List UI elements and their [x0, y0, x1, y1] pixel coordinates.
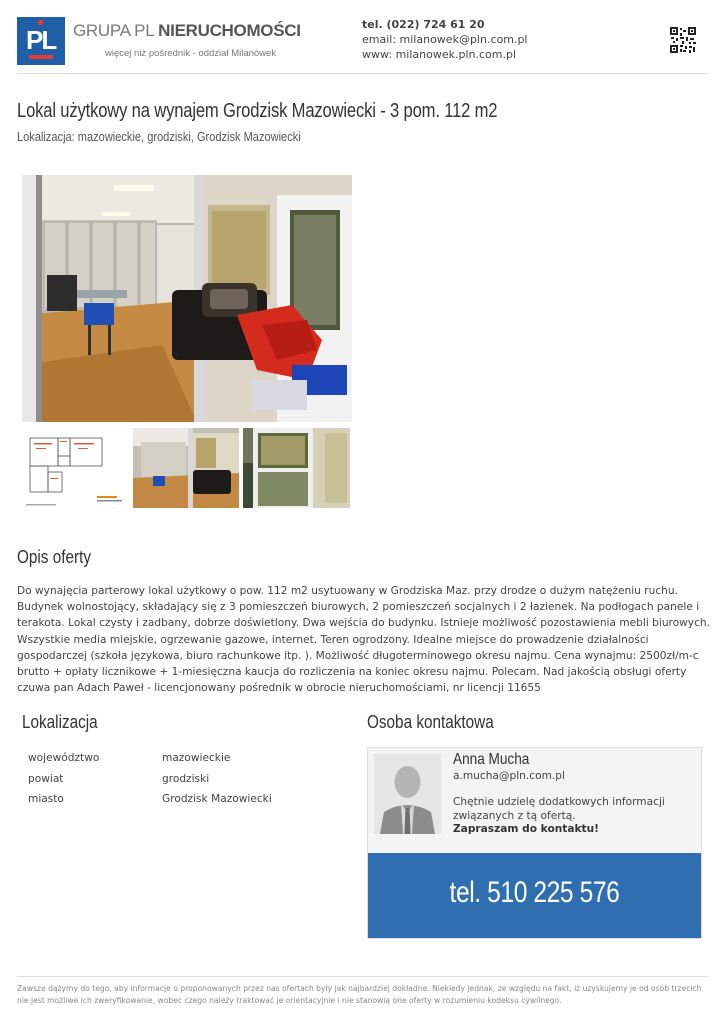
- contact-card: [367, 747, 702, 939]
- footer-divider: [17, 976, 708, 977]
- company-logo[interactable]: [17, 17, 65, 65]
- agent-phone[interactable]: tel. 510 225 576: [449, 876, 620, 909]
- agent-cta: Zapraszam do kontaktu!: [453, 823, 599, 835]
- agent-email[interactable]: a.mucha@pln.com.pl: [453, 770, 565, 782]
- localization-heading: Lokalizacja: [22, 712, 98, 732]
- listing-location: Lokalizacja: mazowieckie, grodziski, Grodzisk Mazowiecki: [17, 129, 301, 144]
- brand-prefix: GRUPA PL: [73, 21, 159, 40]
- brand-bold: NIERUCHOMOŚCI: [158, 21, 301, 40]
- office-www[interactable]: www: milanowek.pln.com.pl: [362, 48, 517, 61]
- localization-row: [28, 773, 328, 794]
- localization-key: miasto: [28, 793, 64, 805]
- qr-code-icon: [670, 27, 696, 53]
- logo-text: PL: [26, 25, 56, 55]
- brand-name: [73, 21, 301, 41]
- localization-value: grodziski: [162, 772, 210, 785]
- main-photo[interactable]: [22, 175, 352, 422]
- agent-message-text: Chętnie udzielę dodatkowych informacji związanych z tą ofertą.: [453, 796, 665, 822]
- footer-disclaimer: Zawsze dążymy do tego, aby informacje o proponowanych przez nas ofertach były jak najbardziej dokładne. Niekiedy jednak, ze względu na fakt, iż uzyskujemy je od osób trzecich nie jest możliwe ich zweryfikowanie, wobec czego należy traktować je orientacyjnie i nie stanowią one oferty w rozumieniu kodeksu cywilnego.: [17, 984, 702, 1005]
- brand-tagline: więcej niż pośrednik - oddział Milanówek: [105, 48, 277, 59]
- localization-row: [28, 752, 328, 773]
- office-thumbnail[interactable]: [133, 428, 239, 508]
- office-email[interactable]: email: milanowek@pln.com.pl: [362, 33, 528, 46]
- office-contact: [362, 17, 527, 62]
- agent-avatar: [374, 754, 441, 834]
- localization-table: [28, 752, 328, 814]
- header-divider: [17, 73, 708, 74]
- office-phone[interactable]: tel. (022) 724 61 20: [362, 18, 485, 31]
- agent-phone-box[interactable]: [368, 853, 701, 938]
- agent-name: Anna Mucha: [453, 751, 530, 768]
- contact-heading: Osoba kontaktowa: [367, 712, 494, 732]
- window-door-thumbnail[interactable]: [243, 428, 350, 508]
- floor-plan-thumbnail[interactable]: [22, 428, 130, 508]
- description-text: Do wynajęcia parterowy lokal użytkowy o pow. 112 m2 usytuowany w Grodziska Maz. przy drodze o dużym natężeniu ruchu. Budynek wolnostojący, składający się z 3 pomieszczeń biurowych, 2 pomieszczeń socjalnych i 2 łazienek. Na podłogach panele i terakota. Lokal czysty i zadbany, dobrze doświetlony. Dwa wejścia do budynku. Istnieje możliwość pozostawienia mebli biurowych. Wszystkie media miejskie, ogrzewanie gazowe, internet. Teren ogrodzony. Idealne miejsce do prowadzenie działalności gospodarczej (szkoła językowa, biuro rachunkowe itp. ). Możliwość długoterminowego okresu najmu. Cena wynajmu: 2500zł/m-c brutto + opłaty licznikowe + 1-miesięczna kaucja do rozliczenia na koniec okresu najmu. Polecam. Nad jakością obsługi oferty czuwa pan Adach Paweł - licencjonowany pośrednik w obrocie nieruchomościami, nr licencji 11655: [17, 585, 710, 695]
- description-heading: Opis oferty: [17, 547, 91, 567]
- localization-key: powiat: [28, 772, 64, 785]
- localization-key: województwo: [28, 752, 100, 764]
- localization-value: mazowieckie: [162, 752, 231, 764]
- agent-message: [453, 796, 693, 837]
- listing-title: Lokal użytkowy na wynajem Grodzisk Mazowiecki - 3 pom. 112 m2: [17, 100, 498, 122]
- localization-value: Grodzisk Mazowiecki: [162, 793, 272, 805]
- localization-row: [28, 793, 328, 814]
- logo-bar: [29, 55, 53, 59]
